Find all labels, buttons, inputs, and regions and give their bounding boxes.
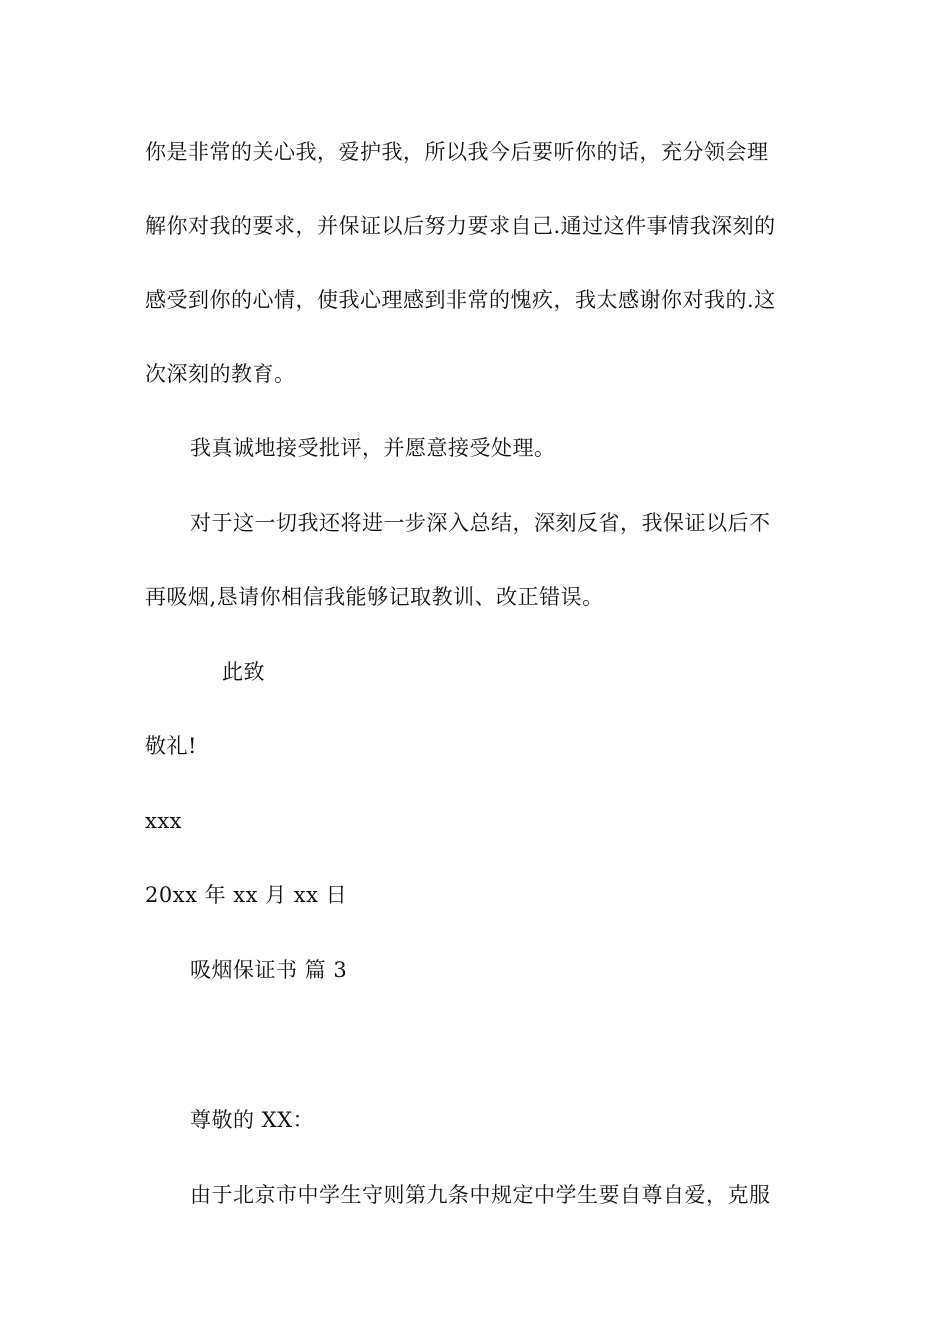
body-text-line: 你是非常的关心我，爱护我，所以我今后要听你的话，充分领会理 <box>145 140 769 164</box>
section-title: 吸烟保证书 篇 3 <box>190 958 348 982</box>
body-text-line: 由于北京市中学生守则第九条中规定中学生要自尊自爱，克服 <box>190 1183 771 1207</box>
salutation: 尊敬的 XX： <box>190 1108 315 1132</box>
closing-salute: 敬礼! <box>145 734 197 758</box>
signature: xxx <box>145 809 183 833</box>
date: 20xx 年 xx 月 xx 日 <box>145 883 348 907</box>
body-text-line: 我真诚地接受批评，并愿意接受处理。 <box>190 436 556 460</box>
body-text-line: 对于这一切我还将进一步深入总结，深刻反省，我保证以后不 <box>190 511 771 535</box>
closing-text: 此致 <box>222 660 265 684</box>
body-text-line: 次深刻的教育。 <box>145 362 296 386</box>
body-text-line: 感受到你的心情，使我心理感到非常的愧疚，我太感谢你对我的.这 <box>145 288 776 312</box>
body-text-line: 解你对我的要求，并保证以后努力要求自己.通过这件事情我深刻的 <box>145 214 776 238</box>
body-text-line: 再吸烟,恳请你相信我能够记取教训、改正错误。 <box>145 585 604 609</box>
